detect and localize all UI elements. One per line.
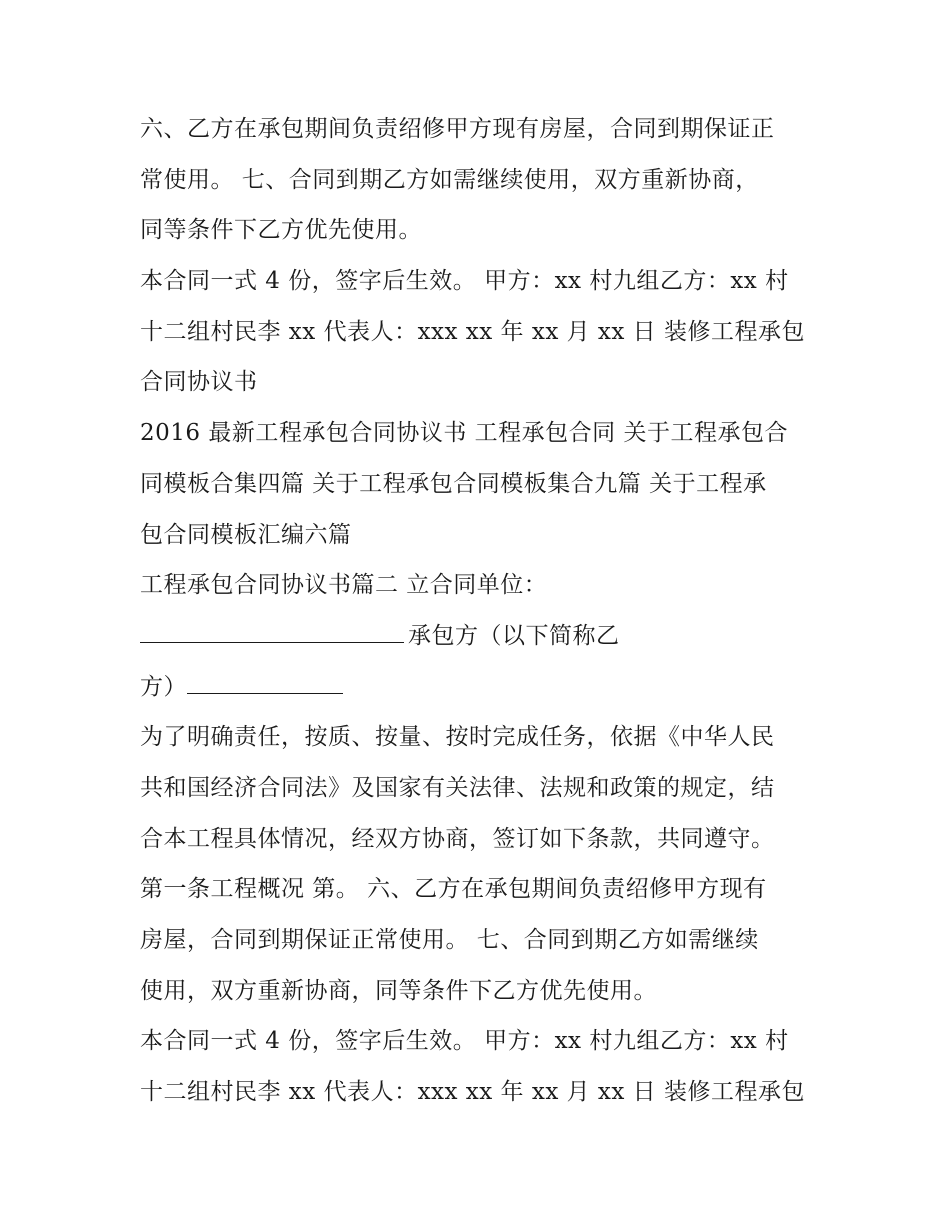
text-line: 同模板合集四篇 关于工程承包合同模板集合九篇 关于工程承 [140,470,767,497]
text-line: 同等条件下乙方优先使用。 [140,217,422,244]
text-line: 2016 最新工程承包合同协议书 工程承包合同 关于工程承包合 [140,420,788,447]
text-line: 十二组村民李 xx 代表人：xxx xx 年 xx 月 xx 日 装修工程承包 [140,318,805,345]
text-line: 使用，双方重新协商，同等条件下乙方优先使用。 [140,977,657,1004]
text-line: 合本工程具体情况，经双方协商，签订如下条款，共同遵守。 [140,825,775,852]
text-line: 包合同模板汇编六篇 [140,521,352,548]
text-line: 房屋，合同到期保证正常使用。 七、合同到期乙方如需继续 [140,927,759,953]
text-line: 六、乙方在承包期间负责绍修甲方现有房屋，合同到期保证正 [140,116,775,142]
fill-in-blank [187,667,343,694]
text-line: 本合同一式 4 份，签字后生效。 甲方：xx 村九组乙方：xx 村 [140,268,789,295]
text-line: 本合同一式 4 份，签字后生效。 甲方：xx 村九组乙方：xx 村 [140,1028,789,1055]
text-line: 工程承包合同协议书篇二 立合同单位： [140,572,548,599]
text-line: 常使用。 七、合同到期乙方如需继续使用，双方重新协商， [140,166,759,193]
text-line: 十二组村民李 xx 代表人：xxx xx 年 xx 月 xx 日 装修工程承包 [140,1079,805,1106]
party-label: 方） [140,673,187,700]
text-line-with-blank [140,662,820,713]
contractor-label: 承包方（以下简称乙 [408,622,620,649]
text-line: 合同协议书 [140,369,258,396]
text-line: 第一条工程概况 第。 六、乙方在承包期间负责绍修甲方现有 [140,876,767,903]
text-line: 为了明确责任，按质、按量、按时完成任务，依据《中华人民 [140,724,775,751]
document-body [140,104,820,1118]
text-line-with-blank [140,611,820,662]
text-line: 共和国经济合同法》及国家有关法律、法规和政策的规定，结 [140,774,775,801]
fill-in-blank [140,616,404,643]
